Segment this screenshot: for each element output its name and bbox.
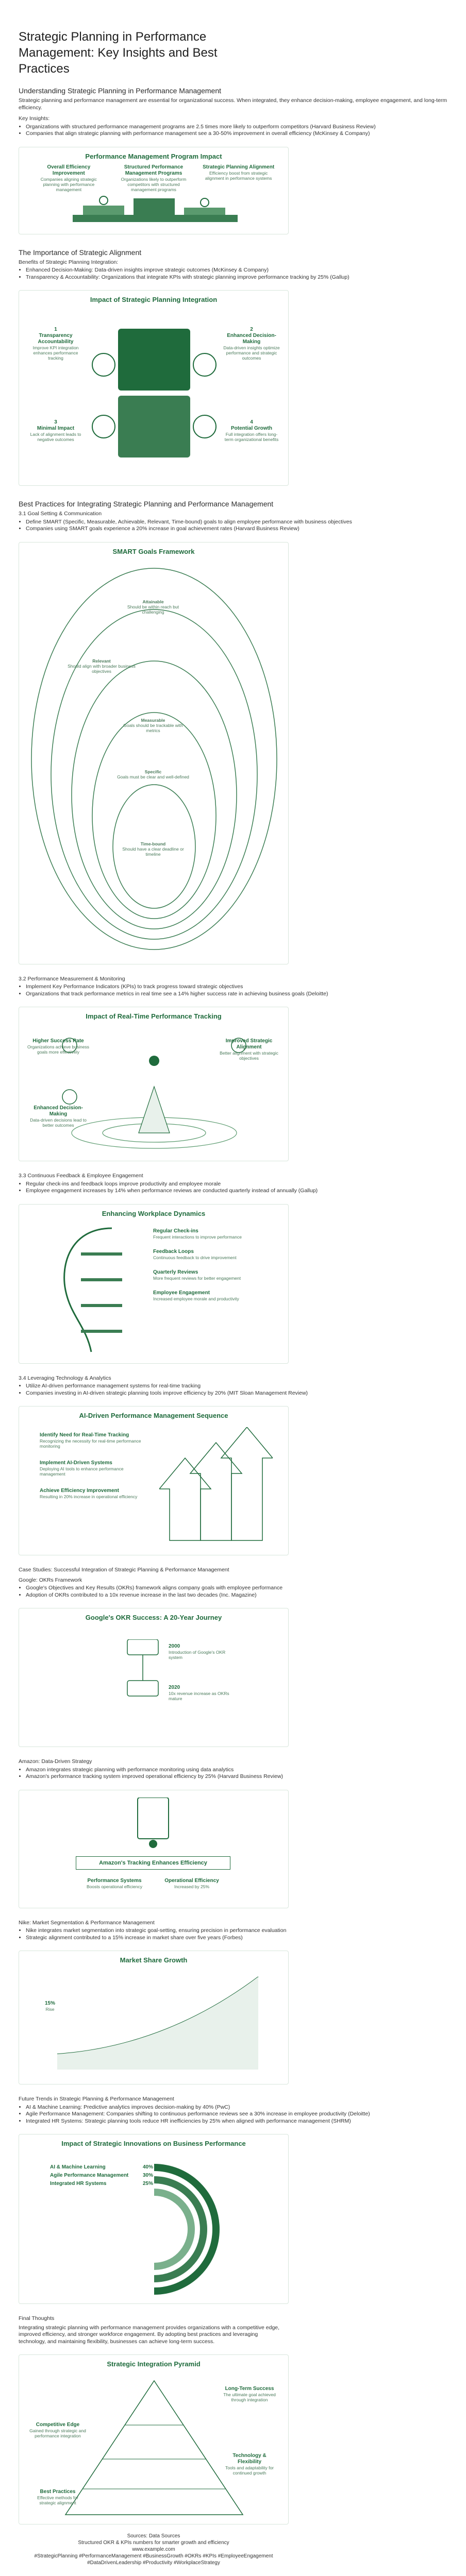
card-title: Impact of Strategic Innovations on Business Performance [61, 2140, 246, 2147]
ring-label [65, 658, 138, 674]
item-number: 2 [250, 327, 253, 332]
ring-attainable [31, 568, 277, 950]
dynamics-item [153, 1290, 277, 1301]
ring-specific [92, 713, 216, 919]
amazon-label: Performance Systems [87, 1877, 142, 1884]
ring-title: Time-bound [140, 841, 166, 846]
card-title: Enhancing Workplace Dynamics [102, 1209, 206, 1217]
tracking-label: Higher Success Rate [32, 1038, 84, 1044]
tracking-item [218, 1038, 280, 1061]
head-bars [81, 1254, 122, 1331]
footer-link[interactable]: www.example.com [132, 2547, 175, 2552]
dynamics-label: Employee Engagement [153, 1290, 210, 1296]
amazon-sub: Boosts operational efficiency [86, 1884, 143, 1889]
item-label: Enhanced Decision-Making [227, 333, 276, 345]
cone-shape [139, 1087, 170, 1133]
ring-sub: Goals should be trackable with metrics [123, 722, 183, 733]
tracking-sub: Organizations achieve business goals more effectively [27, 1044, 90, 1055]
timeline-sub: 10x revenue increase as OKRs mature [169, 1691, 229, 1701]
google-label: Google: OKRs Framework [19, 1577, 82, 1583]
pyramid-sub: Tools and adaptability for continued growth [225, 2465, 274, 2476]
card-title: Market Share Growth [120, 1956, 188, 1964]
ring-title: Measurable [141, 717, 165, 723]
tracking-label: Enhanced Decision-Making [34, 1105, 83, 1117]
list-item: • Utilize AI-driven performance management systems for real-time tracking [26, 1383, 447, 1390]
pyramid-sub: Effective methods for strategic alignment [37, 2495, 78, 2505]
footer-line: Sources: Data Sources [127, 2533, 180, 2539]
section-3-2 [19, 976, 447, 998]
tracking-label: Improved Strategic Alignment [225, 1038, 273, 1050]
integration-item [27, 327, 84, 361]
impact-sub: Efficiency boost from strategic alignment in performance systems [205, 170, 272, 181]
future-heading: Future Trends in Strategic Planning & Performance Management [19, 2096, 174, 2102]
ai-sequence-card [19, 1406, 289, 1555]
timeline-box [127, 1639, 158, 1655]
ring-sub: Should have a clear deadline or timeline [122, 846, 184, 857]
innov-label: AI & Machine Learning [50, 2164, 106, 2170]
list-item: • Agile Performance Management: Companies shifting to continuous performance reviews see a 30% increase in employee productivity (Deloitte) [26, 2111, 447, 2118]
card-title: Impact of Real-Time Performance Tracking [86, 1012, 222, 1020]
list-item: • Strategic alignment contributed to a 15% increase in market share over five years (Forbes) [26, 1935, 447, 1942]
podium-right [184, 208, 225, 215]
ring-title: Attainable [142, 599, 164, 604]
impact-sub: Companies aligning strategic planning with performance management [40, 176, 97, 192]
ring-title: Relevant [92, 658, 111, 664]
dynamics-list [153, 1228, 277, 1301]
card-title: Strategic Integration Pyramid [107, 2360, 201, 2368]
growth-curve-illustration [26, 1972, 282, 2075]
section-heading: 3.2 Performance Measurement & Monitoring [19, 975, 125, 982]
head-outline [64, 1228, 112, 1352]
section-3-3 [19, 1173, 447, 1195]
impact-item [203, 164, 275, 192]
balance-scale-illustration [122, 1798, 184, 1849]
dynamics-item [153, 1269, 277, 1281]
insights-list [19, 124, 447, 138]
impact-item [32, 164, 105, 192]
podium-base [73, 215, 238, 222]
market-value-number: 15% [44, 2001, 55, 2006]
amazon-banner [76, 1856, 230, 1870]
ring-measurable [72, 661, 237, 929]
best-practices-section [19, 499, 447, 533]
item-sub: Improve KPI integration enhances performance tracking [32, 345, 79, 361]
item-number: 4 [250, 419, 253, 425]
ai-step [40, 1460, 143, 1477]
nike-section [19, 1920, 447, 1942]
pyramid-label: Competitive Edge [36, 2422, 80, 2428]
ai-step-sub: Recognizing the necessity for real-time performance monitoring [40, 1438, 141, 1449]
timeline-sub: Introduction of Google's OKR system [169, 1650, 226, 1660]
market-share-card [19, 1951, 289, 2084]
tracking-item [27, 1038, 89, 1055]
intro-text: Strategic planning and performance management are essential for organizational success. When integrated, they enhance decision-making, employee engagement, and long-term efficiency. [19, 97, 447, 111]
tracking-sub: Better alignment with strategic objectives [220, 1050, 278, 1061]
market-value-sub: Rise [45, 2007, 55, 2012]
insights-label: Key Insights: [19, 115, 50, 122]
gauge-arc-hr [154, 2192, 191, 2266]
card-title: Impact of Strategic Planning Integration [90, 296, 218, 303]
timeline-year: 2000 [169, 1643, 180, 1649]
ring-sub: Should be within reach but challenging [127, 604, 179, 615]
drop-icon [149, 1056, 159, 1066]
card-title: AI-Driven Performance Management Sequence [79, 1412, 228, 1419]
ring-label [117, 718, 189, 733]
tracking-sub: Data-driven decisions lead to better outcomes [30, 1117, 87, 1128]
ring-label [117, 599, 189, 615]
final-section [19, 2315, 447, 2345]
trophy-icon [99, 196, 108, 205]
amazon-sub: Increased by 25% [174, 1884, 210, 1889]
timeline-event [169, 1643, 230, 1660]
section-heading: 3.3 Continuous Feedback & Employee Engagement [19, 1173, 143, 1179]
impact-sub: Organizations likely to outperform competitors with structured management programs [121, 176, 187, 192]
dynamics-sub: More frequent reviews for better engagement [153, 1275, 241, 1281]
innov-item [50, 2181, 153, 2187]
amazon-item [158, 1878, 225, 1889]
ring-label [117, 769, 189, 779]
banner-text: Amazon's Tracking Enhances Efficiency [99, 1859, 207, 1866]
innovations-legend [50, 2164, 153, 2187]
list-item: • Transparency & Accountability: Organizations that integrate KPIs with strategic planning improve performance tracking by 25% (Gallup) [26, 274, 447, 281]
list-item: • Organizations that track performance metrics in real time see a 14% higher success rate in achieving business goals (Deloitte) [26, 991, 447, 998]
amazon-section [19, 1758, 447, 1781]
dynamics-item [153, 1249, 277, 1260]
nike-list [19, 1927, 447, 1941]
alignment-section [19, 248, 447, 281]
footer [19, 2533, 289, 2576]
tracking-item [27, 1105, 89, 1128]
target-icon [62, 1090, 77, 1104]
card-title: Performance Management Program Impact [85, 152, 222, 160]
list-item: • Adoption of OKRs contributed to a 10x revenue increase in the last two decades (Inc. Magazine) [26, 1592, 447, 1599]
dynamics-label: Feedback Loops [153, 1248, 194, 1255]
impact-item [118, 164, 190, 192]
list-item: • Employee engagement increases by 14% when performance reviews are conducted quarterly instead of annually (Gallup) [26, 1188, 447, 1195]
list-item: • Implement Key Performance Indicators (KPIs) to track progress toward strategic objectives [26, 984, 447, 991]
trophy-podium-illustration [26, 194, 282, 225]
phone-icon [138, 1798, 169, 1839]
benefits-list [19, 267, 447, 281]
google-list [19, 1585, 447, 1599]
pyramid-label: Best Practices [40, 2489, 76, 2495]
podium-left [83, 206, 124, 215]
innov-label: Integrated HR Systems [50, 2181, 107, 2187]
item-sub: Lack of alignment leads to negative outcomes [30, 432, 81, 442]
document-icon [92, 353, 115, 376]
ring-sub: Should align with broader business objectives [68, 663, 136, 674]
case-study-section [19, 1567, 447, 1599]
page-title: Strategic Planning in Performance Management: Key Insights and Best Practices [19, 30, 218, 76]
timeline-illustration [122, 1639, 163, 1742]
list-item: • AI & Machine Learning: Predictive analytics improves decision-making by 40% (PwC) [26, 2104, 447, 2111]
list-item: • Enhanced Decision-Making: Data-driven insights improve strategic outcomes (McKinsey & Company) [26, 267, 447, 274]
intro-section [19, 86, 447, 138]
ai-step-label: Implement AI-Driven Systems [40, 1460, 112, 1466]
dynamics-label: Regular Check-ins [153, 1228, 198, 1234]
pyramid-level [29, 2489, 86, 2505]
ai-step-label: Achieve Efficiency Improvement [40, 1488, 119, 1494]
arrow-shape [221, 1427, 273, 1540]
future-section [19, 2096, 447, 2125]
pyramid-sub: The ultimate goal achieved through integration [223, 2392, 276, 2402]
pyramid-card [19, 2354, 289, 2524]
tree-icon [193, 415, 216, 438]
google-okr-card [19, 1608, 289, 1747]
pyramid-outline [65, 2381, 243, 2515]
arrow-shape [190, 1443, 242, 1540]
timeline-event [169, 1685, 230, 1701]
final-heading: Final Thoughts [19, 2315, 55, 2321]
list-item: • Companies using SMART goals experience a 20% increase in goal achievement rates (Harvard Business Review) [26, 526, 447, 533]
benefits-label: Benefits of Strategic Planning Integration: [19, 259, 119, 265]
list-item: • Define SMART (Specific, Measurable, Achievable, Relevant, Time-bound) goals to align employee performance with business objectives [26, 519, 447, 526]
pyramid-level [29, 2422, 86, 2438]
innov-pct: 25% [142, 2181, 153, 2187]
dynamics-sub: Frequent interactions to improve performance [153, 1234, 242, 1240]
list-item: • Amazon integrates strategic planning with performance monitoring using data analytics [26, 1767, 447, 1774]
tracking-card [19, 1007, 289, 1161]
impact-label: Structured Performance Management Programs [124, 164, 184, 176]
section-3-4 [19, 1375, 447, 1397]
list-item: • Google's Objectives and Key Results (OKRs) framework aligns company goals with employee performance [26, 1585, 447, 1592]
integration-card [19, 290, 289, 486]
innov-pct: 30% [142, 2173, 153, 2178]
podium-center [134, 198, 175, 215]
dynamics-card [19, 1204, 289, 1364]
nike-heading: Nike: Market Segmentation & Performance Management [19, 1919, 155, 1926]
growth-area [57, 1977, 258, 2070]
arrows-illustration [159, 1427, 273, 1546]
goal-list [19, 519, 447, 533]
list-item: • Companies that align strategic planning with performance management see a 30-50% improvement in overall efficiency (McKinsey & Company) [26, 130, 447, 138]
ring-title: Specific [144, 769, 162, 774]
amazon-card [19, 1790, 289, 1908]
ai-step-label: Identify Need for Real-Time Tracking [40, 1432, 129, 1438]
item-label: Transparency Accountability [38, 333, 74, 345]
card-title: SMART Goals Framework [112, 547, 195, 555]
amazon-item [81, 1878, 148, 1889]
intro-heading: Understanding Strategic Planning in Performance Management [19, 87, 222, 95]
list-item: • Organizations with structured performance management programs are 2.5 times more likely to outperform competitors (Harvard Business Review) [26, 124, 447, 131]
arrow-shape [159, 1458, 211, 1540]
item-label: Minimal Impact [37, 426, 75, 431]
innov-item [50, 2173, 153, 2179]
pivot-icon [149, 1840, 157, 1848]
smart-rings-diagram [26, 558, 282, 960]
plant-icon [92, 415, 115, 438]
impact-card [19, 147, 289, 234]
dynamics-sub: Increased employee morale and productivity [153, 1296, 239, 1301]
ai-step-sub: Resulting in 20% increase in operational efficiency [40, 1494, 138, 1499]
list-item: • Companies investing in AI-driven strategic planning tools improve efficiency by 20% (MIT Sloan Management Review) [26, 1390, 447, 1397]
innovations-card [19, 2134, 289, 2304]
sub-heading: 3.1 Goal Setting & Communication [19, 511, 102, 517]
item-number: 1 [54, 327, 57, 332]
item-number: 3 [54, 419, 57, 425]
ai-steps [40, 1432, 143, 1499]
market-value [35, 2001, 65, 2012]
list-item: • Nike integrates market segmentation into strategic goal-setting, ensuring precision in performance evaluation [26, 1927, 447, 1935]
ai-step [40, 1488, 143, 1499]
list-item: • Amazon's performance tracking system improved operational efficiency by 25% (Harvard Business Review) [26, 1773, 447, 1781]
final-text: Integrating strategic planning with performance management provides organizations with a competitive edge, improved efficiency, and stronger workforce engagement. By adopting best practices and leveraging technology, and maintaining flexibility, businesses can achieve long-term success. [19, 2324, 280, 2345]
innov-item [50, 2164, 153, 2171]
dynamics-label: Quarterly Reviews [153, 1269, 198, 1275]
puzzle-icon [118, 329, 190, 391]
footer-hashtags: #StrategicPlanning #PerformanceManagement #BusinessGrowth #OKRs #KPIs #EmployeeEngagement #DataDrivenLeadership #Productivity #WorkplaceStrategy [34, 2553, 273, 2566]
pyramid-label: Technology & Flexibility [232, 2453, 267, 2465]
amazon-list [19, 1767, 447, 1781]
pyramid-sub: Gained through strategic and performance integration [29, 2428, 86, 2438]
item-sub: Full integration offers long-term organizational benefits [224, 432, 279, 442]
dynamics-item [153, 1228, 277, 1240]
best-practices-heading: Best Practices for Integrating Strategic Planning and Performance Management [19, 500, 274, 508]
head-profile-illustration [50, 1223, 132, 1357]
amazon-label: Operational Efficiency [164, 1877, 219, 1884]
item-label: Potential Growth [231, 426, 272, 431]
smart-goals-card [19, 542, 289, 964]
future-list [19, 2104, 447, 2125]
case-study-heading: Case Studies: Successful Integration of Strategic Planning & Performance Management [19, 1567, 229, 1573]
timeline-year: 2020 [169, 1685, 180, 1690]
pyramid-label: Long-Term Success [225, 2386, 274, 2392]
impact-label: Overall Efficiency Improvement [47, 164, 91, 176]
amazon-heading: Amazon: Data-Driven Strategy [19, 1758, 92, 1765]
trophy-icon [201, 198, 209, 207]
alignment-heading: The Importance of Strategic Alignment [19, 248, 142, 257]
list-item: • Regular check-ins and feedback loops improve productivity and employee morale [26, 1181, 447, 1188]
pyramid-level [221, 2386, 278, 2402]
puzzle-icon [118, 396, 190, 457]
footer-line: Structured OKR & KPIs numbers for smarter growth and efficiency [78, 2540, 229, 2546]
ai-step-sub: Deploying AI tools to enhance performance management [40, 1466, 124, 1477]
list-item: • Integrated HR Systems: Strategic planning tools reduce HR inefficiencies by 25% when aligned with performance management (SHRM) [26, 2118, 447, 2125]
card-title: Google's OKR Success: A 20-Year Journey [85, 1614, 222, 1621]
section-list [19, 1383, 447, 1397]
ring-label [117, 841, 189, 857]
section-heading: 3.4 Leveraging Technology & Analytics [19, 1375, 111, 1381]
section-list [19, 984, 447, 997]
dynamics-sub: Continuous feedback to drive improvement [153, 1255, 237, 1260]
item-sub: Data-driven insights optimize performance and strategic outcomes [223, 345, 280, 361]
integration-item [223, 327, 280, 361]
integration-item [223, 419, 280, 442]
ring-sub: Goals must be clear and well-defined [117, 774, 189, 779]
gear-icon [193, 353, 216, 376]
section-list [19, 1181, 447, 1195]
ai-step [40, 1432, 143, 1449]
integration-item [27, 419, 84, 442]
timeline-box [127, 1681, 158, 1696]
impact-label: Strategic Planning Alignment [203, 164, 275, 170]
pyramid-level [221, 2453, 278, 2476]
innov-label: Agile Performance Management [50, 2173, 129, 2178]
innov-pct: 40% [142, 2164, 153, 2170]
